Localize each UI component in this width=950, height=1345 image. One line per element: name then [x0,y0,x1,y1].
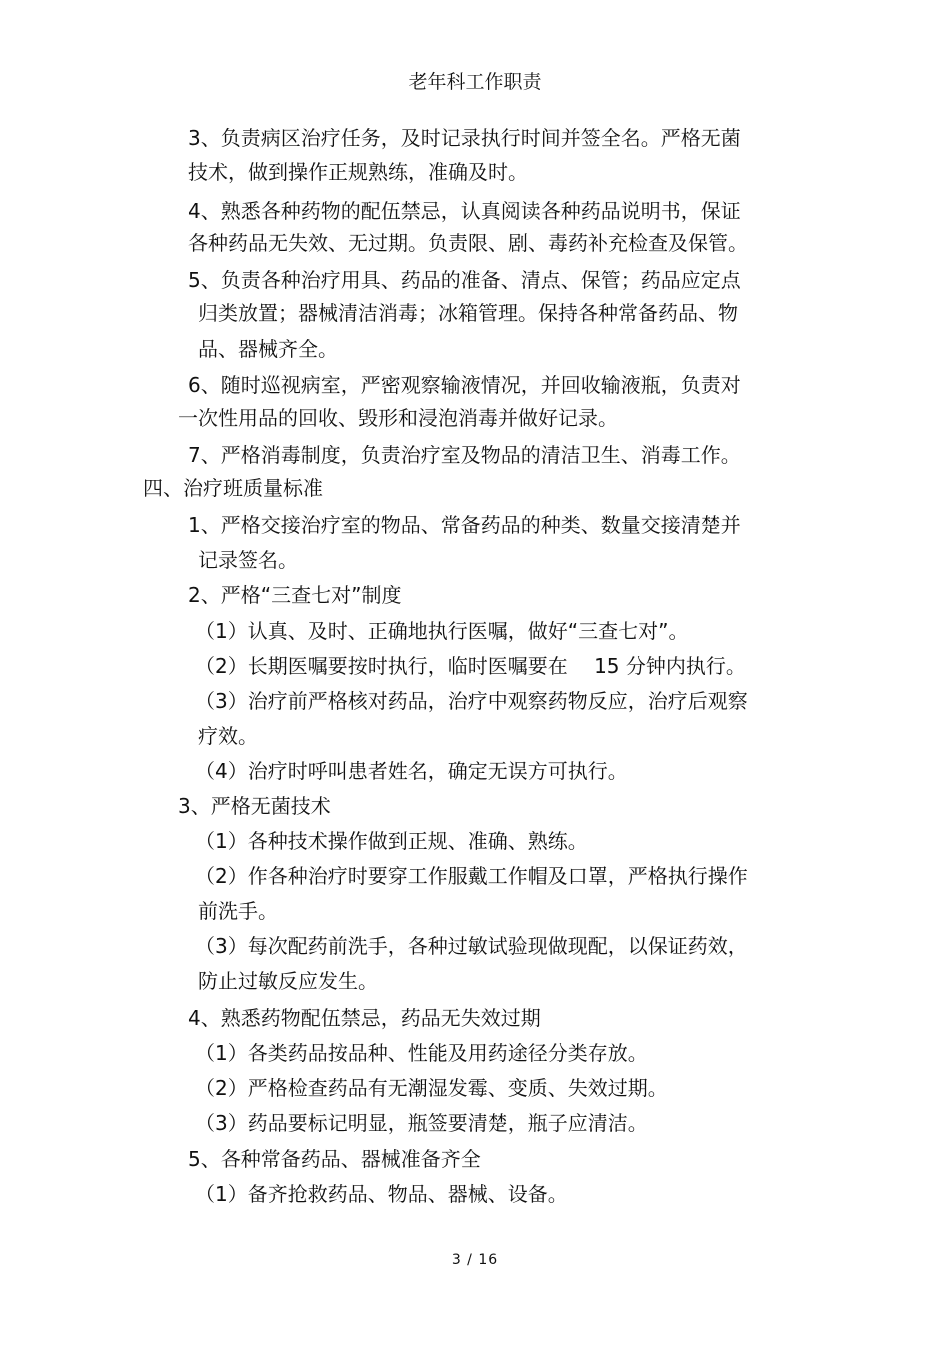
text-line: 4、熟悉各种药物的配伍禁忌，认真阅读各种药品说明书，保证 [188,199,741,223]
text-line: 4、熟悉药物配伍禁忌，药品无失效过期 [188,1006,541,1030]
text-line: （2）作各种治疗时要穿工作服戴工作帽及口罩，严格执行操作 [195,864,748,888]
text-line: 各种药品无失效、无过期。负责限、剧、毒药补充检查及保管。 [188,231,748,255]
text-line: （3）治疗前严格核对药品，治疗中观察药物反应，治疗后观察 [195,689,748,713]
text-line: （3）药品要标记明显，瓶签要清楚，瓶子应清洁。 [195,1111,648,1135]
text-line: （1）各类药品按品种、性能及用药途径分类存放。 [195,1041,648,1065]
text-line: 防止过敏反应发生。 [198,969,378,993]
text-line: 2、严格“三查七对”制度 [188,583,402,607]
text-line: （1）备齐抢救药品、物品、器械、设备。 [195,1182,568,1206]
text-line: 归类放置；器械清洁消毒；冰箱管理。保持各种常备药品、物 [198,301,738,325]
page-title: 老年科工作职责 [408,71,542,93]
text-line: 一次性用品的回收、毁形和浸泡消毒并做好记录。 [178,406,618,430]
page-number: 3 / 16 [451,1252,499,1268]
text-line: 疗效。 [198,724,258,748]
text-line: （1）认真、及时、正确地执行医嘱，做好“三查七对”。 [195,619,689,643]
text-line: 品、器械齐全。 [198,337,338,361]
text-line: （4）治疗时呼叫患者姓名，确定无误方可执行。 [195,759,628,783]
text-line: 7、严格消毒制度，负责治疗室及物品的清洁卫生、消毒工作。 [188,443,741,467]
text-line: （3）每次配药前洗手，各种过敏试验现做现配，以保证药效， [195,934,748,958]
text-line: 3、严格无菌技术 [178,794,331,818]
text-line: （2）长期医嘱要按时执行，临时医嘱要在 15 分钟内执行。 [195,654,746,678]
text-line: 前洗手。 [198,899,278,923]
text-line: 5、各种常备药品、器械准备齐全 [188,1147,481,1171]
text-line: 技术，做到操作正规熟练，准确及时。 [188,160,528,184]
section-heading: 四、治疗班质量标准 [143,476,323,500]
text-line: 3、负责病区治疗任务，及时记录执行时间并签全名。严格无菌 [188,126,741,150]
text-line: 5、负责各种治疗用具、药品的准备、清点、保管；药品应定点 [188,268,741,292]
text-line: 记录签名。 [198,548,298,572]
text-line: 1、严格交接治疗室的物品、常备药品的种类、数量交接清楚并 [188,513,741,537]
text-line: （2）严格检查药品有无潮湿发霉、变质、失效过期。 [195,1076,668,1100]
text-line: （1）各种技术操作做到正规、准确、熟练。 [195,829,588,853]
text-line: 6、随时巡视病室，严密观察输液情况，并回收输液瓶，负责对 [188,373,741,397]
